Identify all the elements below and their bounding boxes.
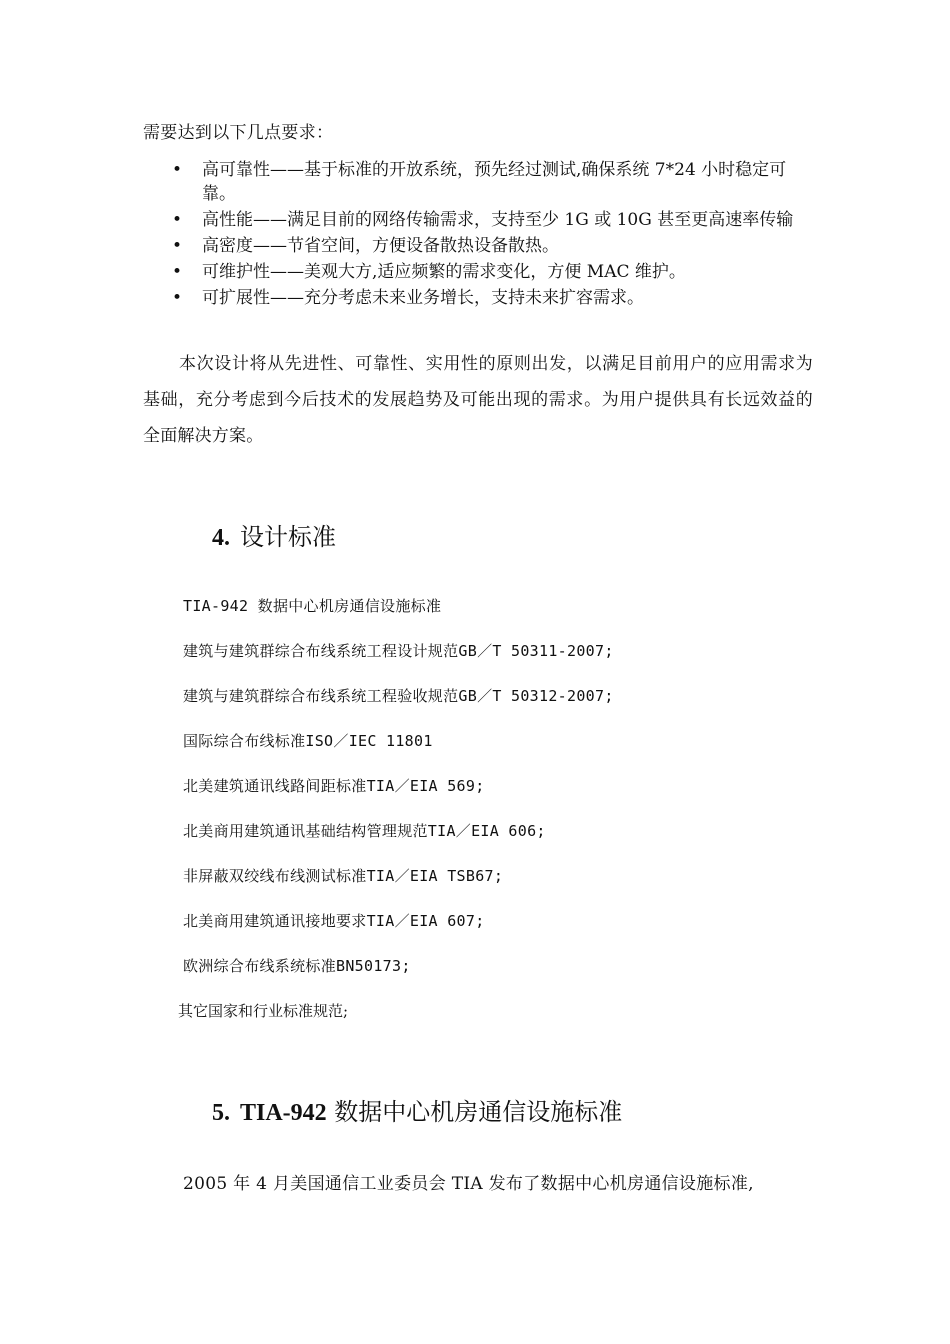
list-item: [172, 260, 812, 284]
standard-item: 建筑与建筑群综合布线系统工程验收规范GB／T 50312-2007;: [183, 687, 614, 705]
standard-item: TIA-942 数据中心机房通信设施标准: [183, 597, 442, 615]
bullet-icon: •: [172, 288, 183, 308]
standard-item: 北美建筑通讯线路间距标准TIA／EIA 569;: [183, 777, 485, 795]
list-item: [172, 208, 812, 232]
list-item-text: 高性能——满足目前的网络传输需求，支持至少 1G 或 10G 甚至更高速率传输: [202, 210, 794, 230]
list-item: [172, 158, 812, 206]
tia942-intro-text: 2005 年 4 月美国通信工业委员会 TIA 发布了数据中心机房通信设施标准,: [183, 1174, 754, 1194]
bullet-icon: •: [172, 160, 183, 180]
list-item-text: 可扩展性——充分考虑未来业务增长，支持未来扩容需求。: [202, 288, 644, 308]
bullet-icon: •: [172, 236, 183, 256]
other-standards-text: 其它国家和行业标准规范;: [178, 1002, 349, 1020]
standards-list: [183, 592, 614, 997]
design-principles-paragraph: 本次设计将从先进性、可靠性、实用性的原则出发，以满足目前用户的应用需求为基础，充分考虑到今后技术的发展趋势及可能出现的需求。为用户提供具有长远效益的全面解决方案。: [143, 354, 813, 446]
standard-item: 欧洲综合布线系统标准BN50173;: [183, 957, 411, 975]
requirements-intro: 需要达到以下几点要求：: [143, 123, 334, 143]
bullet-icon: •: [172, 262, 183, 282]
standard-item: 北美商用建筑通讯基础结构管理规范TIA／EIA 606;: [183, 822, 546, 840]
section-heading-tia942: [212, 1097, 622, 1128]
section-title: 设计标准: [240, 523, 336, 551]
list-item: [172, 286, 812, 310]
list-item-text: 可维护性——美观大方,适应频繁的需求变化，方便 MAC 维护。: [202, 262, 686, 282]
section-title-lead: TIA-942: [240, 1100, 327, 1126]
requirements-list: [172, 158, 812, 312]
standard-item: 非屏蔽双绞线布线测试标准TIA／EIA TSB67;: [183, 867, 504, 885]
section-heading-design-standards: [212, 522, 336, 553]
standard-item: 建筑与建筑群综合布线系统工程设计规范GB／T 50311-2007;: [183, 642, 614, 660]
list-item-text: 高密度——节省空间，方便设备散热设备散热。: [202, 236, 559, 256]
section-title-rest: 数据中心机房通信设施标准: [326, 1098, 623, 1126]
list-item-text: 高可靠性——基于标准的开放系统，预先经过测试,确保系统 7*24 小时稳定可靠。: [202, 160, 787, 204]
standard-item: 北美商用建筑通讯接地要求TIA／EIA 607;: [183, 912, 485, 930]
bullet-icon: •: [172, 210, 183, 230]
section-number: 4.: [212, 525, 230, 551]
list-item: [172, 234, 812, 258]
standard-item: 国际综合布线标准ISO／IEC 11801: [183, 732, 433, 750]
section-number: 5.: [212, 1100, 230, 1126]
